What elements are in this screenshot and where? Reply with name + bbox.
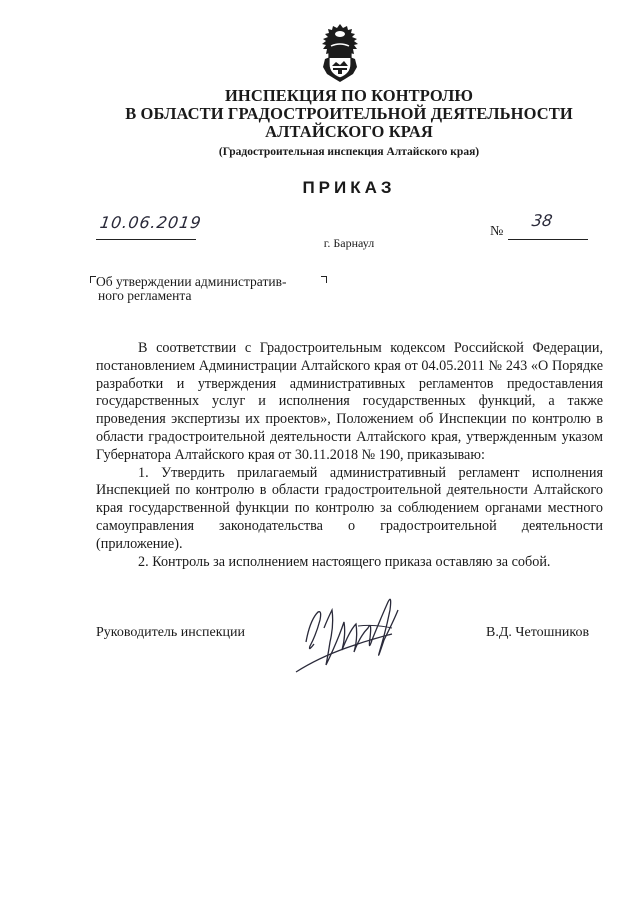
document-number: 38 [530, 211, 554, 230]
document-type [0, 178, 640, 198]
handwritten-signature-icon [288, 580, 428, 690]
document-date: 10.06.2019 [98, 213, 203, 232]
document-type-text: ПРИКАЗ [302, 178, 396, 197]
number-label: № [490, 224, 504, 239]
org-title-line1: ИНСПЕКЦИЯ ПО КОНТРОЛЮ [224, 86, 474, 105]
document-body [96, 340, 603, 571]
subject-line2: ного регламента [98, 288, 192, 303]
body-paragraph: 2. Контроль за исполнением настоящего приказа оставляю за собой. [138, 553, 551, 570]
subject-line1: Об утверждении административ- [96, 274, 287, 289]
org-title-line2: В ОБЛАСТИ ГРАДОСТРОИТЕЛЬНОЙ ДЕЯТЕЛЬНОСТИ [125, 104, 573, 123]
city [0, 236, 640, 251]
signer-name: В.Д. Четошников [486, 625, 590, 640]
org-short-text: (Градостроительная инспекция Алтайского края) [218, 146, 480, 158]
coat-of-arms-icon [315, 22, 365, 84]
body-paragraph: 1. Утвердить прилагаемый административный регламент исполнения Инспекцией по контролю в области градостроительной деятельности Алтайского края государственной функции по контролю за соблюдением органами местного самоуправления законодательства о градостроительной деятельности (приложение). [96, 464, 603, 552]
org-title-line3: АЛТАЙСКОГО КРАЯ [265, 122, 433, 141]
body-paragraph: В соответствии с Градостроительным кодексом Российской Федерации, постановлением Администрации Алтайского края от 04.05.2011 № 243 «О Порядке разработки и утверждения административных регламентов предоставления государственных услуг и исполнения государственных функций, а также проведения экспертизы их проектов», Положением об Инспекции по контролю в области градостроительной деятельности Алтайского края, утвержденным указом Губернатора Алтайского края от 30.11.2018 № 190, приказываю: [96, 340, 603, 463]
document-subject [96, 275, 336, 303]
organization-title [0, 87, 640, 141]
signer-title: Руководитель инспекции [96, 625, 245, 640]
organization-short-name [0, 146, 640, 158]
city-text: г. Барнаул [323, 236, 375, 250]
